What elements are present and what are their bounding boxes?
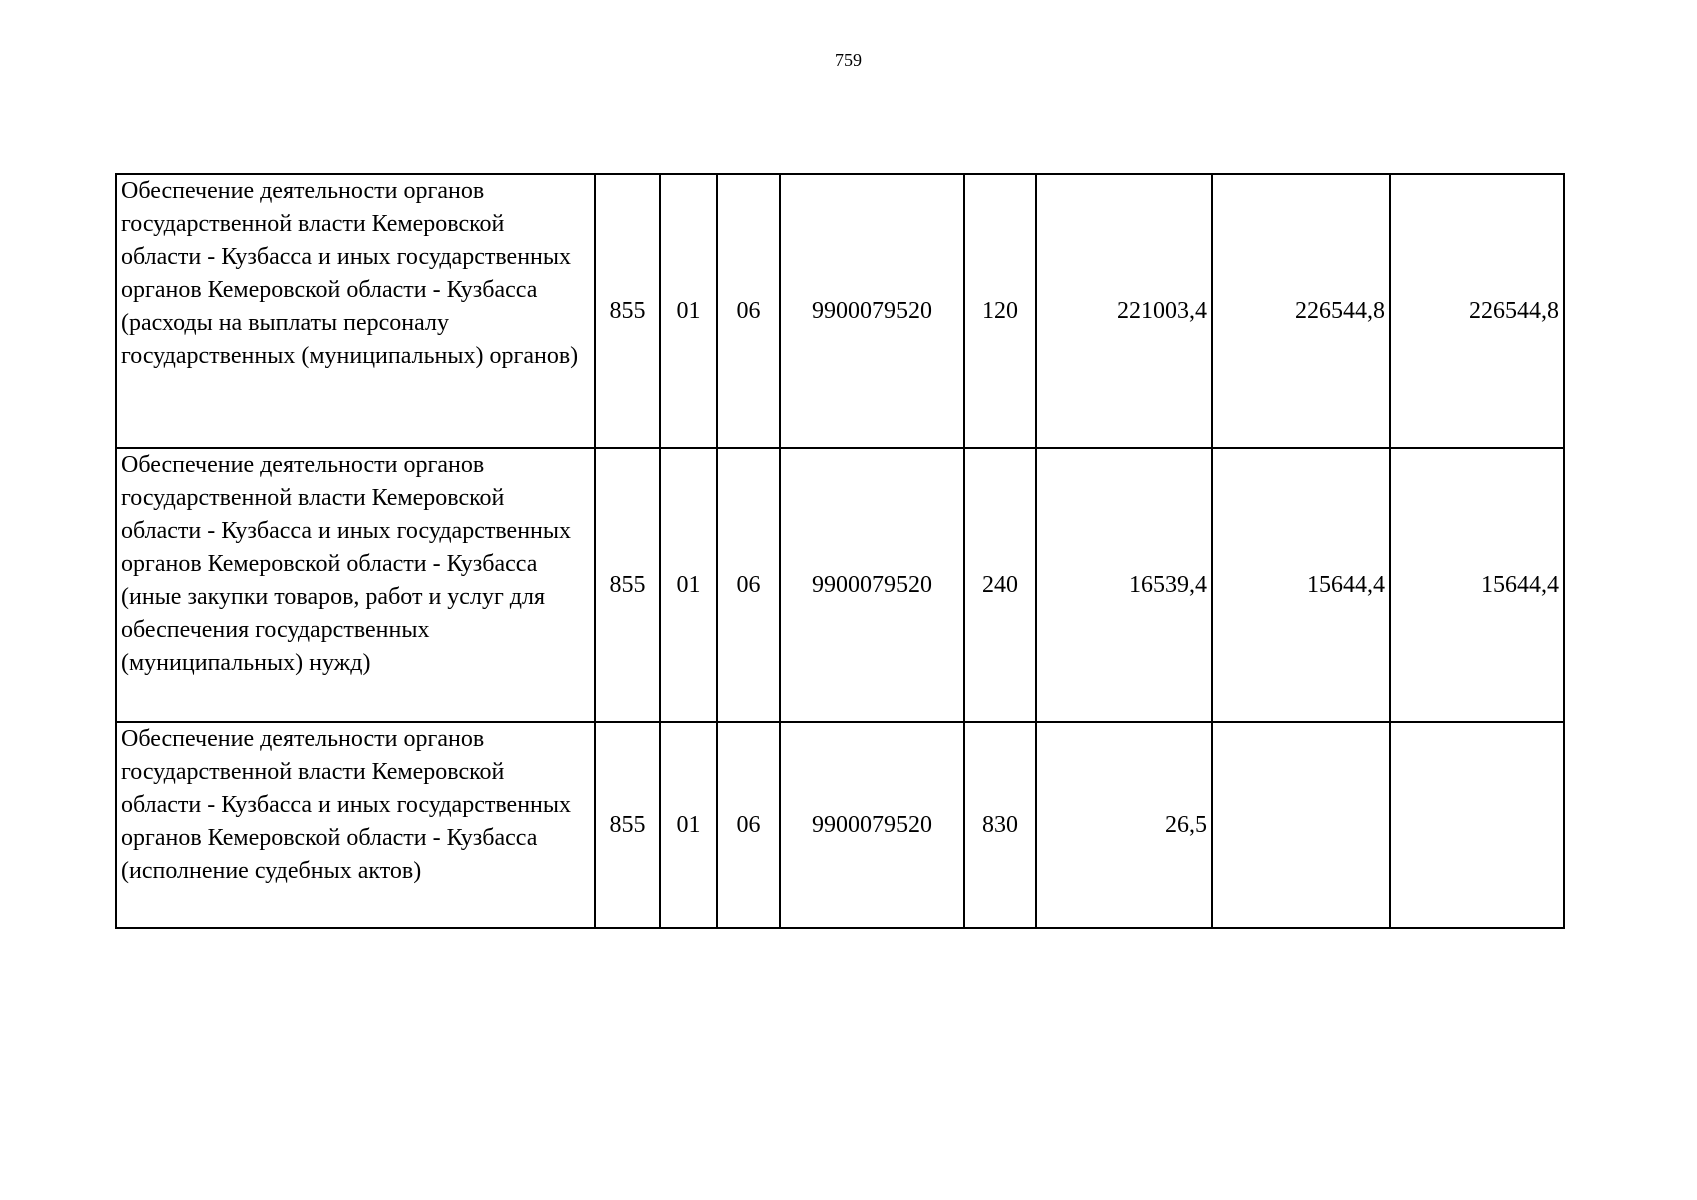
amount-year-3 [1390,722,1564,928]
target-article-code: 9900079520 [780,448,964,722]
subsection-code: 06 [717,722,780,928]
expense-type-code: 240 [964,448,1036,722]
amount-year-1: 26,5 [1036,722,1212,928]
target-article-code: 9900079520 [780,722,964,928]
section-code: 01 [660,722,717,928]
amount-year-2: 226544,8 [1212,174,1390,448]
expense-type-code: 120 [964,174,1036,448]
section-code: 01 [660,174,717,448]
table-row [116,448,1564,722]
budget-table [115,173,1565,929]
page-number: 759 [835,50,862,70]
department-code: 855 [595,174,660,448]
table-row [116,722,1564,928]
expense-description: Обеспечение деятельности органов государственной власти Кемеровской области - Кузбасса и иных государственных органов Кемеровской области - Кузбасса (исполнение судебных актов) [116,722,595,928]
department-code: 855 [595,448,660,722]
subsection-code: 06 [717,174,780,448]
amount-year-3: 226544,8 [1390,174,1564,448]
target-article-code: 9900079520 [780,174,964,448]
section-code: 01 [660,448,717,722]
amount-year-2 [1212,722,1390,928]
amount-year-2: 15644,4 [1212,448,1390,722]
department-code: 855 [595,722,660,928]
amount-year-1: 16539,4 [1036,448,1212,722]
expense-description: Обеспечение деятельности органов государственной власти Кемеровской области - Кузбасса и иных государственных органов Кемеровской области - Кузбасса (расходы на выплаты персоналу государственных (муниципальных) органов) [116,174,595,448]
amount-year-1: 221003,4 [1036,174,1212,448]
amount-year-3: 15644,4 [1390,448,1564,722]
subsection-code: 06 [717,448,780,722]
expense-description: Обеспечение деятельности органов государственной власти Кемеровской области - Кузбасса и иных государственных органов Кемеровской области - Кузбасса (иные закупки товаров, работ и услуг для обеспечения государственных (муниципальных) нужд) [116,448,595,722]
table-row [116,174,1564,448]
expense-type-code: 830 [964,722,1036,928]
